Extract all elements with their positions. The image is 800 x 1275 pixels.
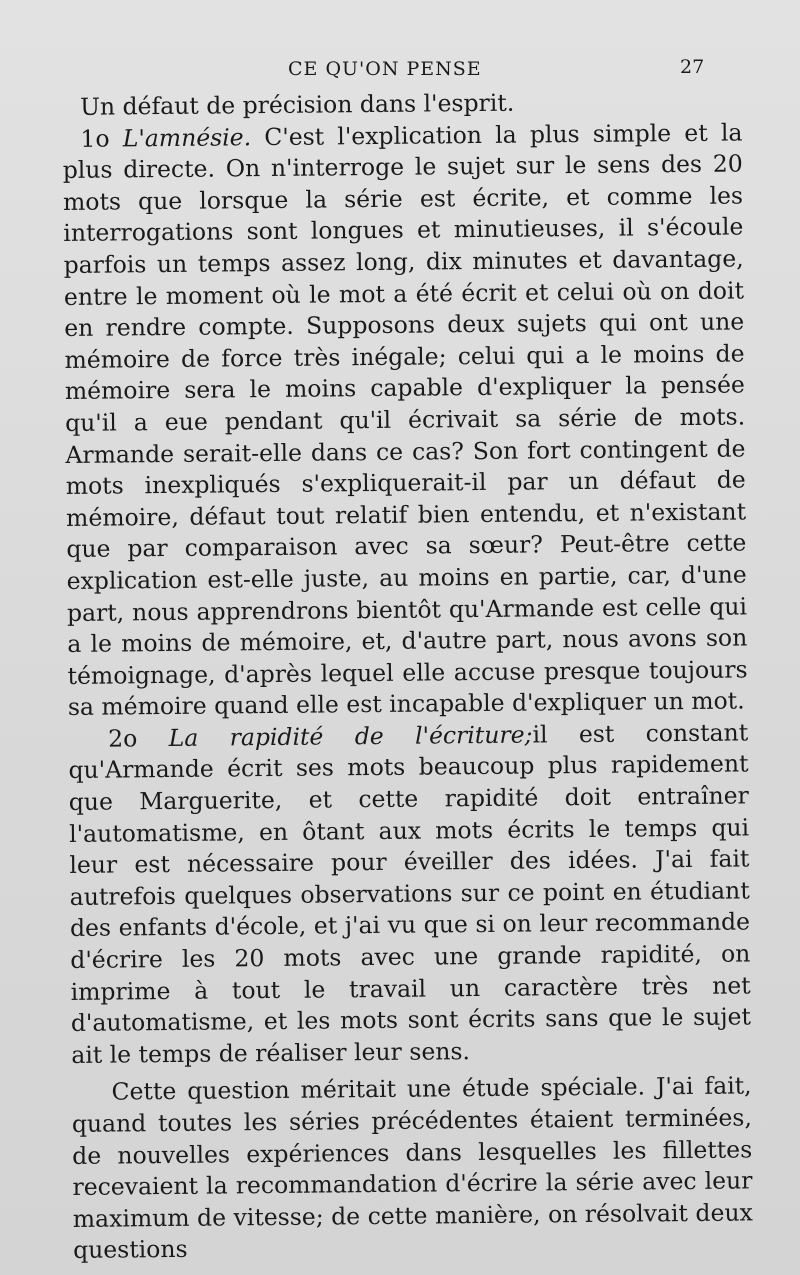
- page-number: 27: [680, 56, 705, 78]
- body-text: [62, 85, 753, 1266]
- item-title-writing-speed: La rapidité de l'écriture;: [168, 720, 533, 752]
- paragraph-amnesia: [62, 117, 748, 724]
- paragraph-amnesia-text: C'est l'explication la plus simple et la plus directe. On n'interroge le sujet sur le sens des 20 mots que lorsque la série est écrite, et comme les interrogations sont longues et minutieuses, il s'écoule parfois un temps assez long, dix minutes et davantage, entre le moment où le mot a été écrit et celui où on doit en rendre compte. Supposons deux sujets qui ont une mémoire de force très inégale; celui qui a le moins de mémoire sera le moins capable d'expliquer la pensée qu'il a eue pendant qu'il écrivait sa série de mots. Armande serait-elle dans ce cas? Son fort contingent de mots inexpliqués s'expliquerait-il par un défaut de mémoire, défaut tout relatif bien entendu, et n'existant que par comparaison avec sa sœur? Peut-être cette explication est-elle juste, au moins en partie, car, d'une part, nous apprendrons bientôt qu'Armande est celle qui a le moins de mémoire, et, d'autre part, nous avons son témoignage, d'après lequel elle accuse presque toujours sa mémoire quand elle est incapable d'expliquer un mot.: [62, 118, 748, 722]
- paragraph-writing-speed-text: il est constant qu'Armande écrit ses mots beaucoup plus rapidement que Marguerite, et cette rapidité doit entraîner l'automatisme, en ôtant aux mots écrits le temps qui leur est nécessaire pour éveiller des idées. J'ai fait autrefois quelques observations sur ce point en étudiant des enfants d'école, et j'ai vu que si on leur recommande d'écrire les 20 mots avec une grande rapidité, on imprime à tout le travail un caractère très net d'automatisme, et les mots sont écrits sans que le sujet ait le temps de réaliser leur sens.: [68, 718, 752, 1069]
- running-head: CE QU'ON PENSE: [288, 58, 482, 80]
- page-header: [0, 56, 800, 86]
- paragraph-intro: Un défaut de précision dans l'esprit.: [80, 88, 515, 121]
- item-title-amnesia: L'amnésie.: [122, 122, 252, 153]
- item-number-2: 2o: [108, 724, 138, 753]
- paragraph-writing-speed: [68, 717, 751, 1071]
- paragraph-question: Cette question méritait une étude spéciale. J'ai fait, quand toutes les séries précédentes étaient terminées, de nouvelles expériences dans lesquelles les fillettes recevaient la recommandation d'écrire la série avec leur maximum de vitesse; de cette manière, on résolvait deux questions: [71, 1071, 753, 1265]
- item-number-1: 1o: [80, 124, 110, 153]
